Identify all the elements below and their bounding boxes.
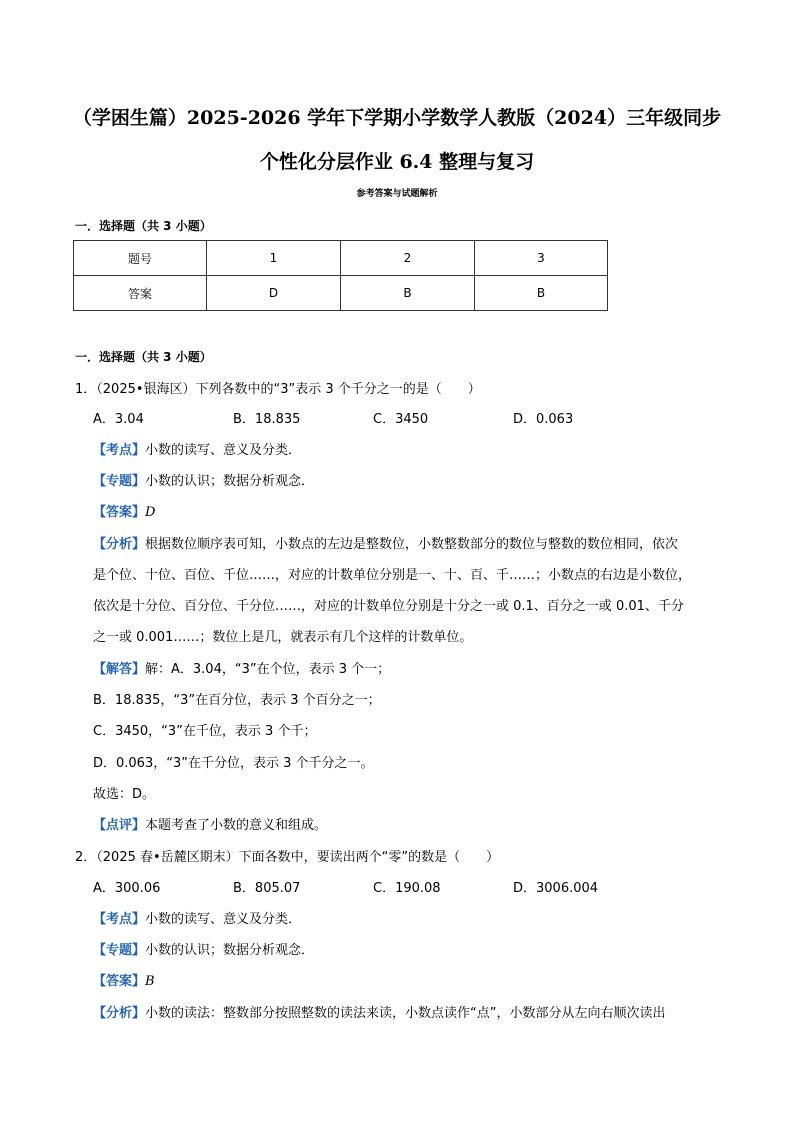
table-cell: 题号 [74,241,207,276]
fenxi-tag: 【分析】 [93,537,146,552]
q1-fenxi-line-4: 之一或 0.001……；数位上是几，就表示有几个这样的计数单位。 [93,630,473,645]
answer-table-header-row [74,241,608,276]
answer-table-answer-row [74,276,608,311]
table-cell: 答案 [74,276,207,311]
q1-fenxi-line-2: 是个位、十位、百位、千位……，对应的计数单位分别是一、十、百、千……；小数点的右边是小数位， [93,568,692,583]
q1-fenxi-line-1 [93,535,678,555]
question-1-options [93,410,573,430]
q2-zhuanti [93,941,314,961]
option-c: C．3450 [373,412,429,427]
table-cell: D [207,276,341,311]
table-cell: B [341,276,475,311]
jieda-text: 解：A．3.04，“3”在个位，表示 3 个一； [145,662,391,677]
q1-dianping [93,816,327,836]
option-a: A．300.06 [93,881,161,896]
q2-fenxi-line-1 [93,1004,666,1024]
table-cell: 2 [341,241,475,276]
jieda-tag: 【解答】 [93,662,146,677]
option-d: D．0.063 [513,412,574,427]
q1-zhuanti [93,472,314,492]
document-title-line-1: （学困生篇）2025-2026 学年下学期小学数学人教版（2024）三年级同步 [72,107,722,129]
daan-text: B [145,974,155,989]
table-cell: 1 [207,241,341,276]
table-cell: 3 [475,241,608,276]
option-a: A．3.04 [93,412,144,427]
q1-fenxi-line-3: 依次是十分位、百分位、千分位……，对应的计数单位分别是十分之一或 0.1、百分之一或 0.01、千分 [93,599,684,614]
fenxi-text: 根据数位顺序表可知，小数点的左边是整数位，小数整数部分的数位与整数的数位相同，依次 [145,537,679,552]
table-cell: B [475,276,608,311]
q2-daan [93,972,155,992]
q1-daan [93,503,155,523]
question-1-stem: 1．（2025•银海区）下列各数中的“3”表示 3 个千分之一的是（ ） [75,382,481,397]
question-2-options [93,879,598,899]
dianping-tag: 【点评】 [93,818,146,833]
question-2-stem: 2．（2025 春•岳麓区期末）下面各数中，要读出两个“零”的数是（ ） [75,850,500,865]
q1-jieda-line-2: B．18.835，“3”在百分位，表示 3 个百分之一； [93,693,381,708]
q1-jieda-line-5: 故选：D。 [93,787,156,802]
section-heading-answers: 一．选择题（共 3 小题） [75,219,212,233]
document-subtitle: 参考答案与试题解析 [356,189,438,199]
option-c: C．190.08 [373,881,441,896]
zhuanti-text: 小数的认识；数据分析观念． [145,474,315,489]
section-heading-analysis: 一．选择题（共 3 小题） [75,350,212,364]
kaodian-tag: 【考点】 [93,912,146,927]
zhuanti-text: 小数的认识；数据分析观念． [145,943,315,958]
q1-jieda-line-1 [93,660,390,680]
zhuanti-tag: 【专题】 [93,943,146,958]
kaodian-text: 小数的读写、意义及分类． [145,443,302,458]
fenxi-tag: 【分析】 [93,1006,146,1021]
daan-tag: 【答案】 [93,974,146,989]
document-title-line-2: 个性化分层作业 6.4 整理与复习 [259,151,535,173]
option-d: D．3006.004 [513,881,599,896]
q1-jieda-line-4: D．0.063，“3”在千分位，表示 3 个千分之一。 [93,756,374,771]
kaodian-tag: 【考点】 [93,443,146,458]
fenxi-text: 小数的读法：整数部分按照整数的读法来读，小数点读作“点”，小数部分从左向右顺次读出 [145,1006,666,1021]
q2-kaodian [93,910,301,930]
option-b: B．18.835 [233,412,301,427]
answer-table [73,240,608,311]
q1-kaodian [93,441,301,461]
q1-jieda-line-3: C．3450，“3”在千位，表示 3 个千； [93,724,317,739]
daan-tag: 【答案】 [93,505,146,520]
daan-text: D [145,505,156,520]
kaodian-text: 小数的读写、意义及分类． [145,912,302,927]
dianping-text: 本题考查了小数的意义和组成。 [145,818,328,833]
zhuanti-tag: 【专题】 [93,474,146,489]
option-b: B．805.07 [233,881,301,896]
